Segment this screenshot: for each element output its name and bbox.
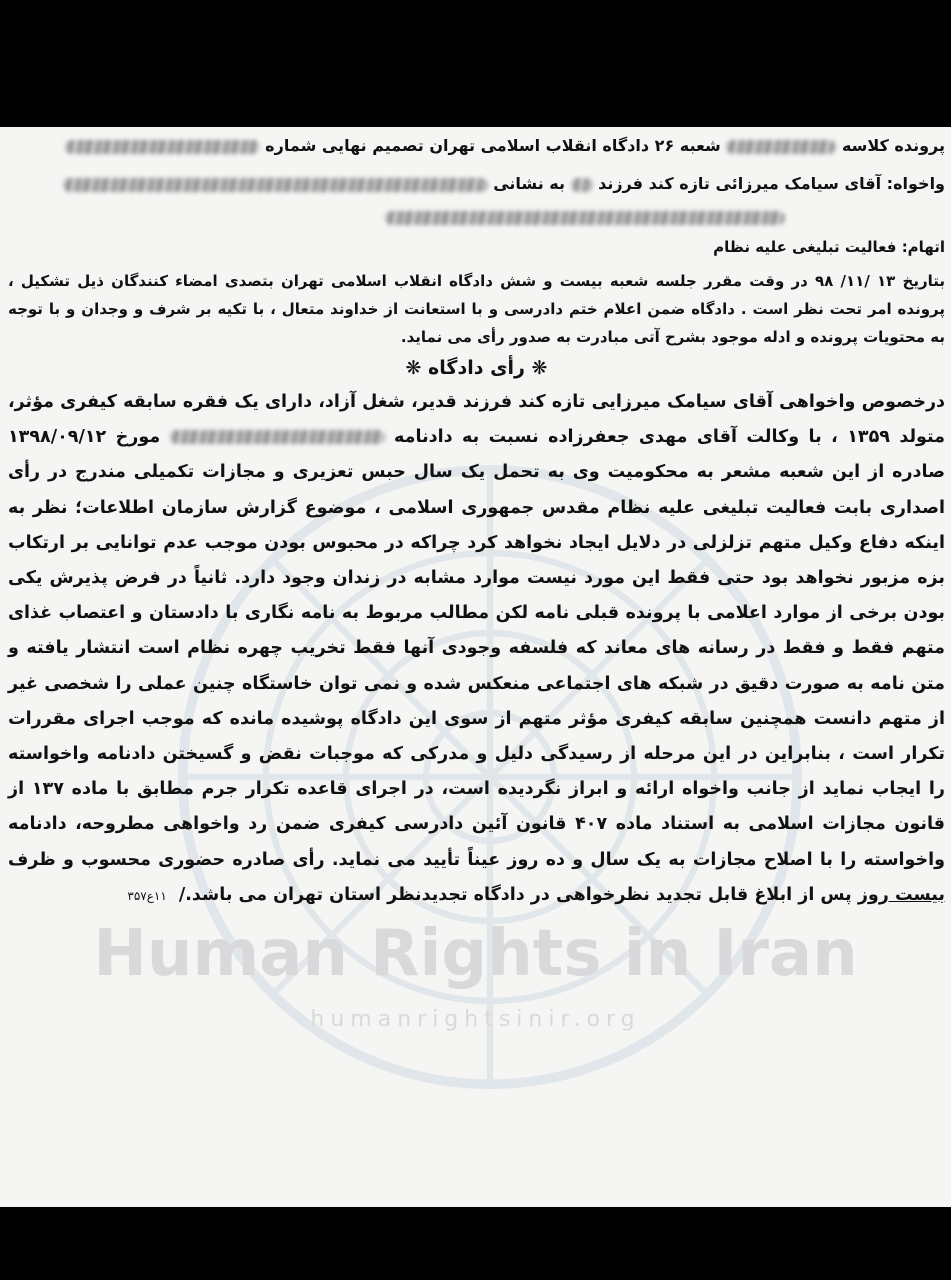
watermark-url: humanrightsinir.org	[310, 1007, 641, 1032]
appellant-text: واخواه: آقای سیامک میرزائی تازه کند فرزند	[598, 174, 945, 193]
verdict-text-part1: درخصوص واخواهی آقای سیامک میرزایی تازه کند فرزند قدیر، شغل آزاد، دارای یک فقره سابقه کیفری مؤثر، متولد ۱۳۵۹ ، با وکالت آقای مهدی جعفرزاده نسبت به دادنامه	[8, 392, 946, 448]
verdict-heading: ❋ رأی دادگاه ❋	[405, 357, 548, 379]
redacted-address	[63, 178, 488, 192]
case-number-line	[8, 127, 945, 165]
appellant-line	[8, 165, 945, 203]
redacted-address-continued	[385, 211, 785, 225]
redacted-decision-number	[65, 140, 260, 154]
document-body	[8, 127, 945, 914]
redacted-case-number	[726, 140, 836, 154]
redacted-father-name	[571, 178, 593, 192]
verdict-paragraph	[8, 385, 945, 914]
session-paragraph: بتاریخ ۱۳ /۱۱/ ۹۸ در وقت مقرر جلسه شعبه بیست و شش دادگاه انقلاب اسلامی تهران بتصدی امضاء کنندگان ذیل تشکیل ، پرونده امر تحت نظر است . دادگاه ضمن اعلام ختم دادرسی و با استعانت از خداوند متعال ، با تکیه بر شرف و وجدان و با توجه به محتویات پرونده و ادله موجود بشرح آتی مبادرت به صدور رأی می نماید.	[8, 272, 946, 346]
reference-number: ۱۱ع۳۵۷	[127, 888, 167, 903]
charge-line: اتهام: فعالیت تبلیغی علیه نظام	[713, 238, 945, 256]
document-page	[0, 127, 951, 1207]
verdict-text-part2: مورخ ۱۳۹۸/۰۹/۱۲ صادره از این شعبه مشعر به محکومیت وی به تحمل یک سال حبس تعزیری و مجازات تکمیلی مندرج در رأی اصداری بابت فعالیت تبلیغی علیه نظام مقدس جمهوری اسلامی ، موضوع گزارش سازمان اطلاعات؛ نظر به اینکه دفاع وکیل متهم تزلزلی در دلایل ایجاد نخواهد کرد چراکه در محبوس بودن موجب عدم توانایی بر ارتکاب بزه مزبور نخواهد بود حتی فقط این مورد نیست موارد مشابه در زندان وجود دارد. ثانیاً در فرض پذیرش یکی بودن برخی از موارد اعلامی با پرونده قبلی نامه لکن مطالب مربوط به نامه نگاری با دادستان و اعتصاب غذای متهم فقط و فقط در رسانه های معاند که فلسفه وجودی آنها فقط تخریب چهره نظام است انتشار یافته و متن نامه به صورت دقیق در شبکه های اجتماعی منعکس شده و نمی توان خاستگاه چنین عملی را شخصی غیر از متهم دانست همچنین سابقه کیفری مؤثر متهم از سوی این دادگاه پوشیده مانده که موجب اجرای مقررات تکرار است ، بنابراین در این مرحله از رسیدگی دلیل و مدرکی که موجبات نقض و گسیختن دادنامه واخواسته را ایجاب نماید از جانب واخواه ارائه و ابراز نگردیده است، در اجرای قاعده تکرار جرم مطابق با ماده ۱۳۷ از قانون مجازات اسلامی به استناد ماده ۴۰۷ قانون آئین دادرسی کیفری ضمن رد واخواهی مطروحه، دادنامه واخواسته را با اصلاح مجازات به یک سال و ده روز عیناً تأیید می نماید. رأی صادره حضوری محسوب و ظرف	[8, 427, 945, 870]
redacted-address-continued-row	[8, 203, 945, 231]
appeal-deadline: بیست روز	[857, 884, 945, 905]
verdict-text-part3: پس از ابلاغ قابل تجدید نظرخواهی در دادگاه تجدیدنظر استان تهران می باشد./	[178, 884, 852, 905]
branch-text: شعبه ۲۶ دادگاه انقلاب اسلامی تهران تصمیم نهایی شماره	[265, 136, 721, 155]
address-label: به نشانی	[493, 174, 565, 193]
redacted-verdict-number	[170, 430, 385, 444]
case-label: پرونده کلاسه	[841, 136, 945, 155]
watermark-title: Human Rights in Iran	[93, 917, 858, 991]
